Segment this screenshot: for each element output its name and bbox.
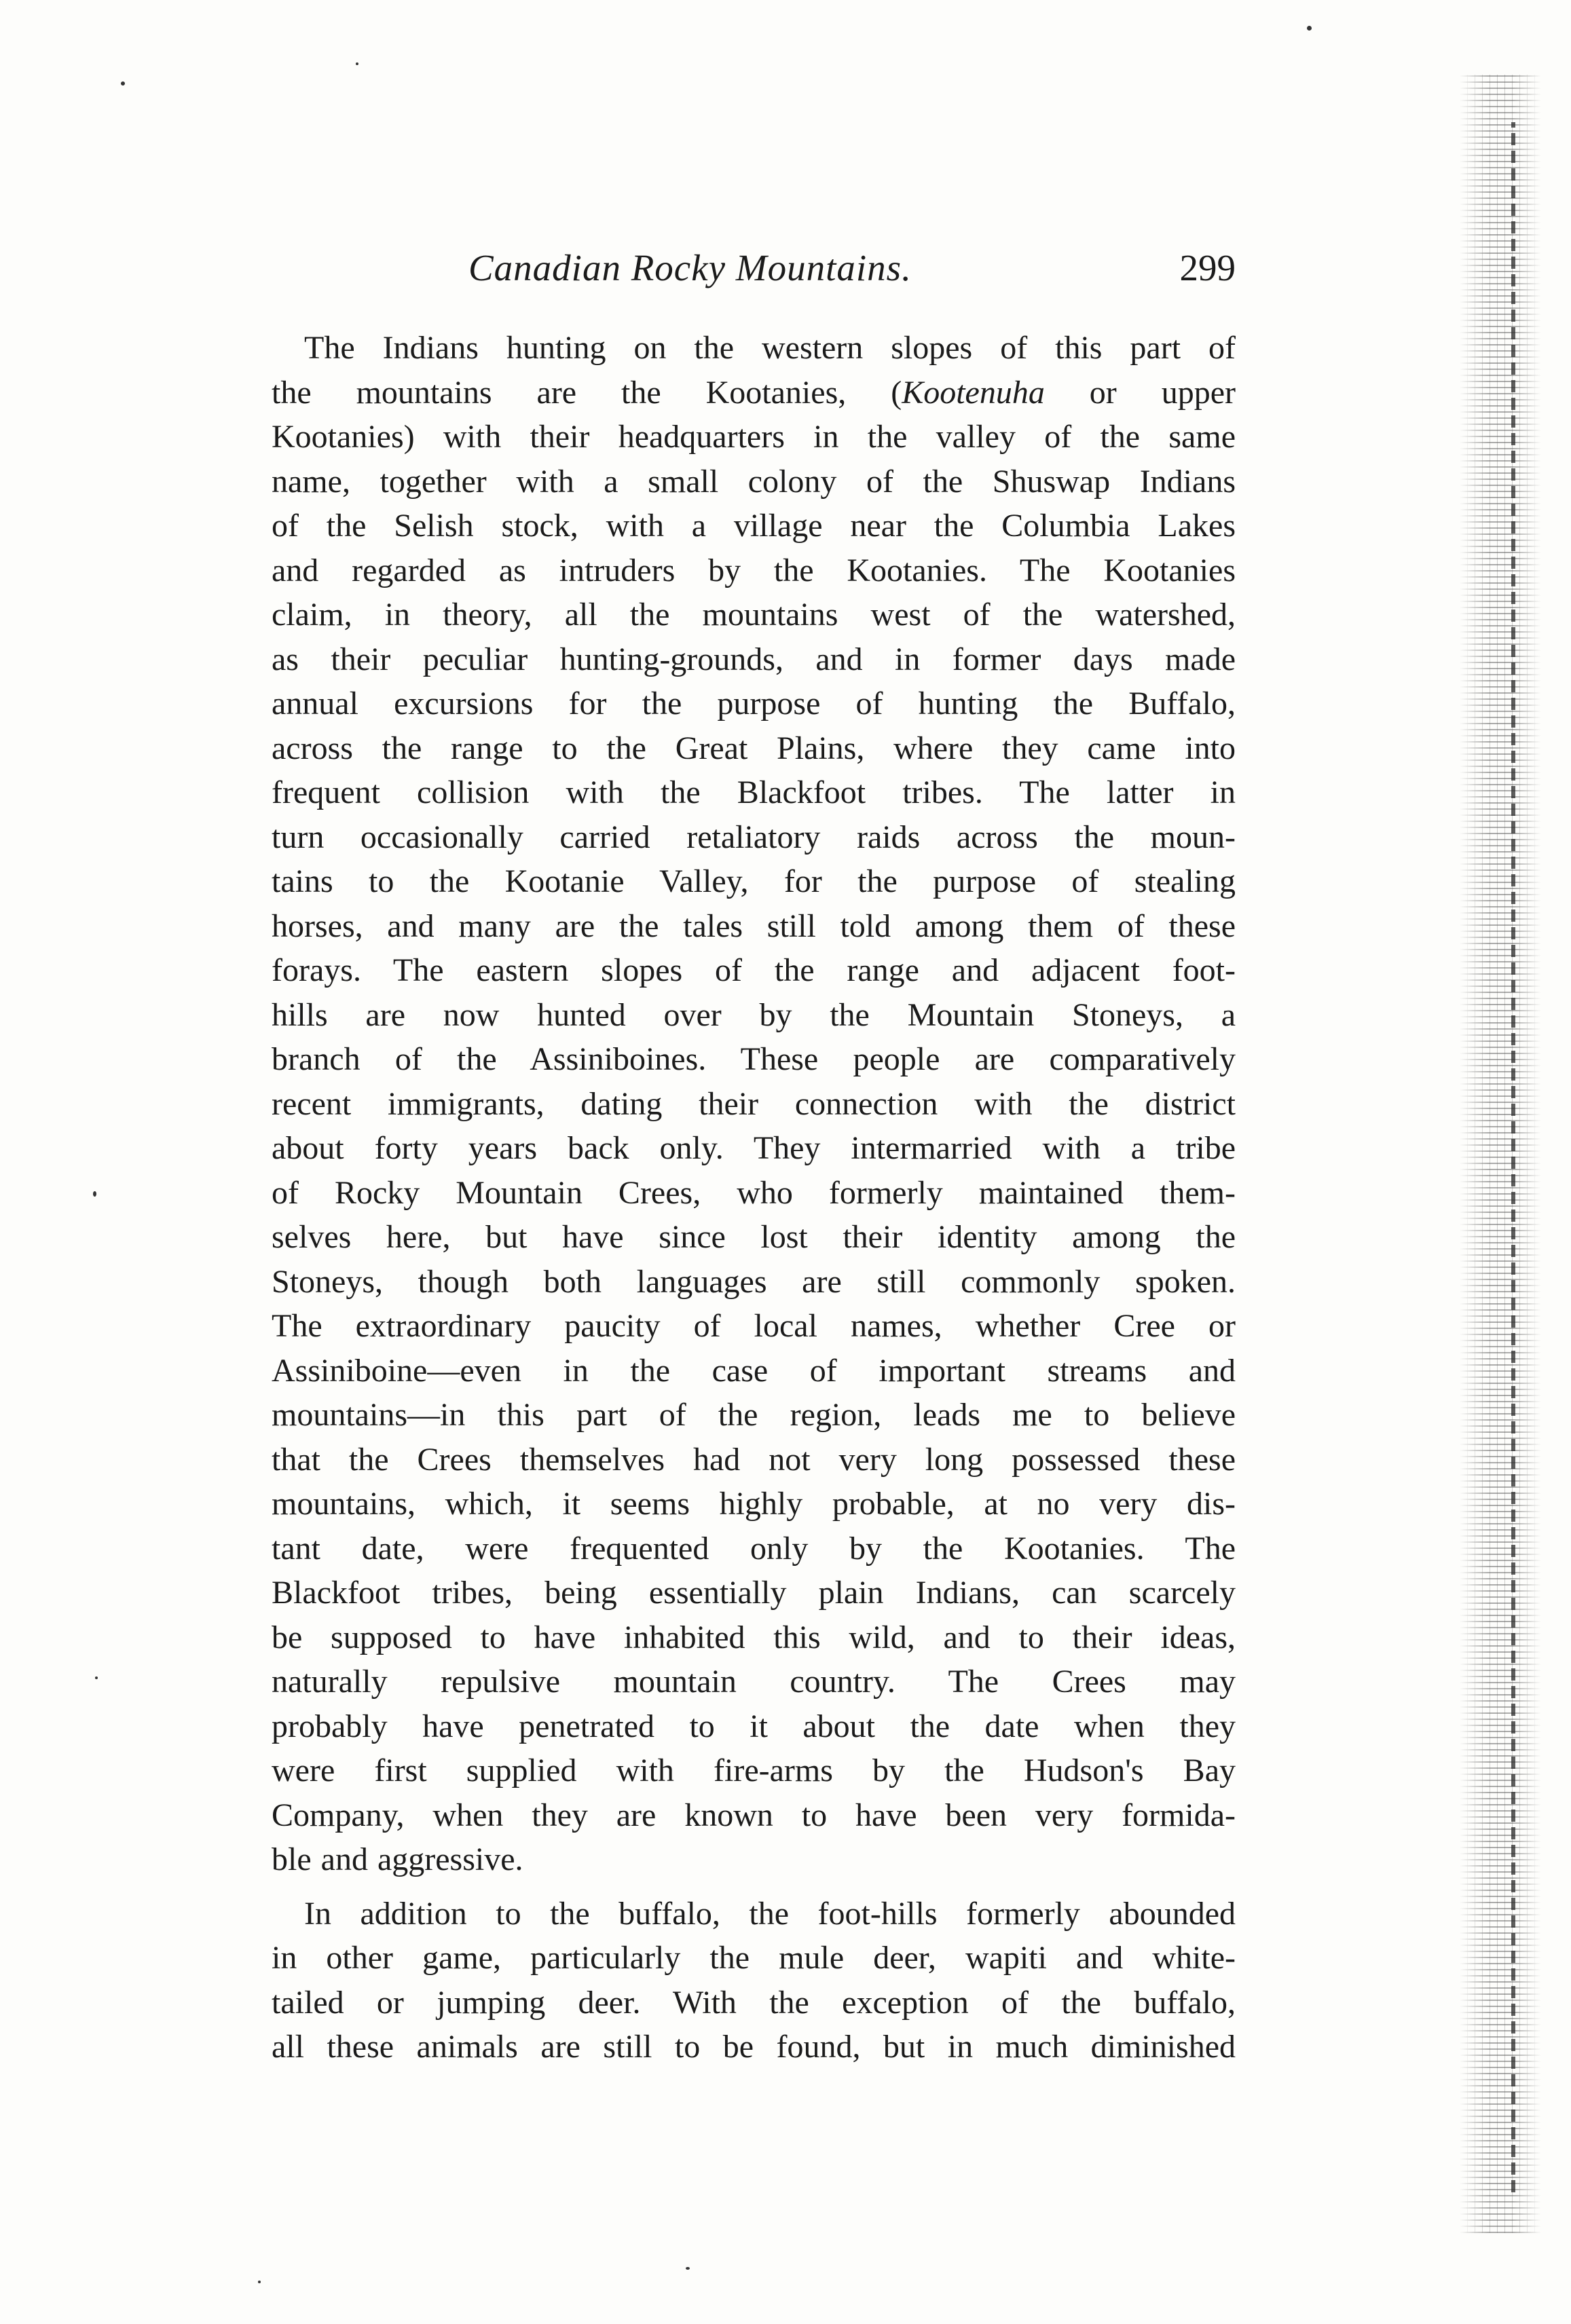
text-line: Blackfoot tribes, being essentially plain Indians, can scarcely bbox=[272, 1575, 1236, 1611]
page-header bbox=[272, 241, 1236, 295]
text-line: hills are now hunted over by the Mountain Stoneys, a bbox=[272, 996, 1236, 1033]
text-line: about forty years back only. They intermarried with a tribe bbox=[272, 1130, 1236, 1166]
text-line: ble and aggressive. bbox=[272, 1841, 523, 1877]
text-line: branch of the Assiniboines. These people are comparatively bbox=[272, 1041, 1236, 1077]
text-line: name, together with a small colony of the Shuswap Indians bbox=[272, 463, 1236, 500]
text-line: as their peculiar hunting-grounds, and in former days made bbox=[272, 641, 1236, 677]
paragraph-1 bbox=[272, 326, 1236, 1882]
dust-speck bbox=[258, 2281, 261, 2283]
text-line: all these animals are still to be found, but in much diminished bbox=[272, 2029, 1236, 2065]
text-line: of Rocky Mountain Crees, who formerly maintained them- bbox=[272, 1174, 1236, 1211]
page-number: 299 bbox=[1179, 247, 1236, 288]
text-line: tains to the Kootanie Valley, for the purpose of stealing bbox=[272, 863, 1236, 899]
text-line: In addition to the buffalo, the foot-hills formerly abounded bbox=[304, 1895, 1236, 1932]
text-line: recent immigrants, dating their connection with the district bbox=[272, 1085, 1236, 1122]
text-line: were first supplied with fire-arms by the Hudson's Bay bbox=[272, 1753, 1236, 1788]
text-line: horses, and many are the tales still told among them of these bbox=[272, 907, 1236, 944]
text-line: forays. The eastern slopes of the range and adjacent foot- bbox=[272, 952, 1236, 988]
text-line: mountains, which, it seems highly probable, at no very dis- bbox=[272, 1486, 1236, 1522]
text-line: frequent collision with the Blackfoot tribes. The latter in bbox=[272, 774, 1236, 810]
dust-speck bbox=[93, 1191, 96, 1197]
text-line: annual excursions for the purpose of hunting the Buffalo, bbox=[272, 686, 1236, 721]
text-line: of the Selish stock, with a village near the Columbia Lakes bbox=[272, 508, 1236, 544]
text-line: across the range to the Great Plains, where they came into bbox=[272, 730, 1236, 766]
text-line: in other game, particularly the mule deer, wapiti and white- bbox=[272, 1940, 1236, 1976]
text-line: tant date, were frequented only by the Kootanies. The bbox=[272, 1530, 1236, 1567]
text-line: The extraordinary paucity of local names, whether Cree or bbox=[272, 1308, 1236, 1344]
text-line: selves here, but have since lost their identity among the bbox=[272, 1219, 1236, 1255]
binding-edge-line bbox=[1511, 122, 1515, 2192]
text-line: claim, in theory, all the mountains west of the watershed, bbox=[272, 597, 1236, 633]
text-line: the mountains are the Kootanies, (Kootenuha or upper bbox=[272, 374, 1236, 411]
text-line: turn occasionally carried retaliatory raids across the moun- bbox=[272, 819, 1236, 855]
dust-speck bbox=[686, 2267, 690, 2270]
text-line: The Indians hunting on the western slopes of this part of bbox=[304, 330, 1236, 366]
text-line: and regarded as intruders by the Kootanies. The Kootanies bbox=[272, 552, 1236, 588]
text-line: tailed or jumping deer. With the exception of the buffalo, bbox=[272, 1984, 1236, 2021]
text-line: Assiniboine—even in the case of important streams and bbox=[272, 1352, 1236, 1389]
text-line: naturally repulsive mountain country. The Crees may bbox=[272, 1664, 1236, 1700]
text-line: Company, when they are known to have been very formida- bbox=[272, 1797, 1236, 1833]
dust-speck bbox=[1307, 26, 1312, 31]
text-line: Kootanies) with their headquarters in the valley of the same bbox=[272, 419, 1236, 455]
paragraph-2 bbox=[272, 1892, 1236, 2069]
text-line: probably have penetrated to it about the date when they bbox=[272, 1708, 1236, 1744]
binding-edge-shadow bbox=[1460, 75, 1541, 2233]
dust-speck bbox=[95, 1676, 98, 1679]
text-line: that the Crees themselves had not very long possessed these bbox=[272, 1441, 1236, 1478]
text-line: Stoneys, though both languages are still commonly spoken. bbox=[272, 1263, 1236, 1300]
text-line: mountains—in this part of the region, leads me to believe bbox=[272, 1397, 1236, 1433]
dust-speck bbox=[356, 62, 358, 65]
running-title: Canadian Rocky Mountains. bbox=[468, 247, 912, 288]
dust-speck bbox=[121, 81, 125, 86]
text-line: be supposed to have inhabited this wild, and to their ideas, bbox=[272, 1619, 1236, 1655]
body-text bbox=[272, 326, 1236, 2069]
